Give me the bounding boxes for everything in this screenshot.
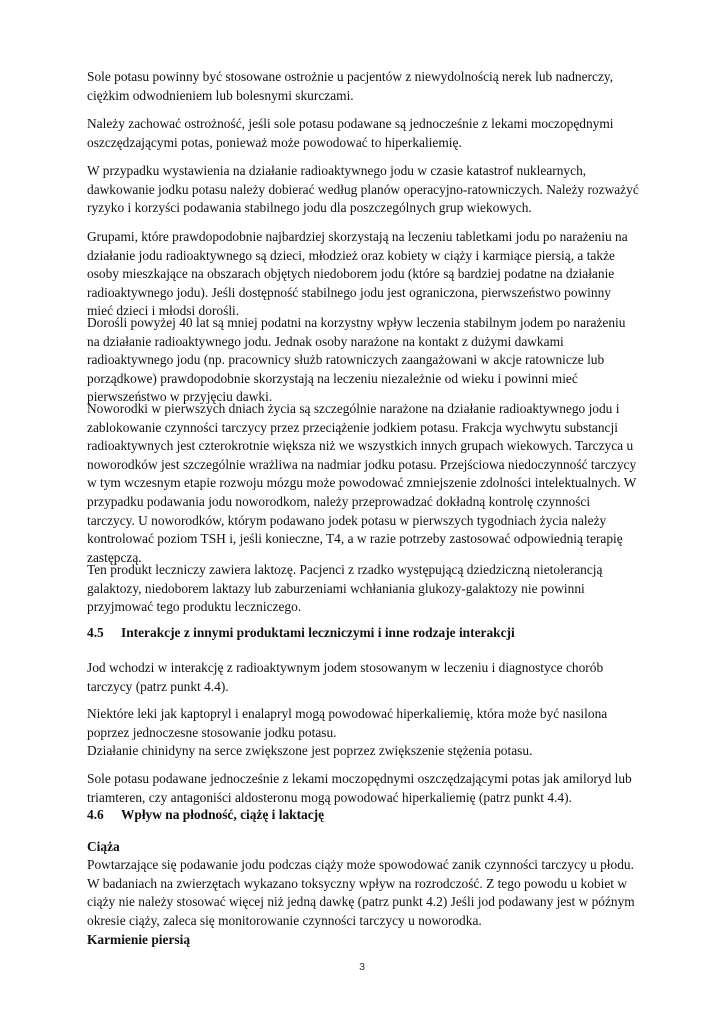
text-line: Powtarzające się podawanie jodu podczas ciąży może spowodować zanik czynności tarczycy u płodu. [87, 857, 634, 872]
paragraph-lactose [87, 561, 707, 617]
text-line: kontrolować poziom TSH i, jeśli konieczne, T4, a w razie potrzeby zastosować odpowiednią terapię [87, 531, 623, 547]
text-line: W przypadku wystawienia na działanie radioaktywnego jodu w czasie katastrof nuklearnych, [87, 163, 587, 178]
text-line: Niektóre leki jak kaptopryl i enalapryl mogą powodować hiperkaliemię, która może być nasilona [87, 706, 608, 721]
text-line: tarczycy (patrz punkt 4.4). [87, 678, 229, 694]
text-line: w tym wczesnym etapie rozwoju mózgu może powodować zmniejszenie zdolności intelektualnych. W [87, 475, 637, 491]
text-line: działanie jodu radioaktywnego są dzieci, młodzież oraz kobiety w ciąży i karmiące piersią, a także [87, 247, 615, 263]
text-line: mieć dzieci i młodsi dorośli. [87, 303, 240, 319]
text-line: przypadku podawania jodu noworodkom, należy przeprowadzać dokładną kontrolę czynności [87, 493, 591, 509]
paragraph-renal-caution [87, 68, 707, 105]
text-line: dawkowanie jodku potasu należy dobierać według planów operacyjno-ratowniczych. Należy rozważyć [87, 181, 639, 197]
text-line: Noworodki w pierwszych dniach życia są szczególnie narażone na działanie radioaktywnego jodu i [87, 401, 620, 416]
text-line: Działanie chinidyny na serce zwiększone jest poprzez zwiększenie stężenia potasu. [87, 743, 533, 759]
subheading-pregnancy: Ciąża [87, 839, 120, 854]
paragraph-ace-inhibitors [87, 705, 707, 761]
paragraph-pregnancy [87, 856, 707, 930]
text-line: przyjmować tego produktu leczniczego. [87, 599, 302, 615]
text-line: pierwszeństwo w przyjęciu dawki. [87, 389, 273, 405]
text-line: radioaktywnego jodu (np. pracownicy służb ratowniczych zaangażowani w akcje ratownicze lub [87, 352, 605, 368]
text-line: porządkowe) prawdopodobnie skorzystają na leczeniu niezależnie od wieku i powinni mieć [87, 370, 578, 386]
text-line: W badaniach na zwierzętach wykazano toksyczny wpływ na rozrodczość. Z tego powodu u kobiet w [87, 875, 628, 891]
text-line: oszczędzającymi potas, ponieważ może powodować to hiperkaliemię. [87, 134, 462, 150]
section-heading-4-6 [87, 806, 324, 825]
paragraph-nuclear-dosing [87, 162, 707, 218]
text-line: Sole potasu podawane jednocześnie z lekami moczopędnymi oszczędzającymi potas jak amiloryd lub [87, 771, 632, 786]
paragraph-potassium-sparing [87, 770, 707, 807]
text-line: Sole potasu powinny być stosowane ostrożnie u pacjentów z niewydolnością nerek lub nadnerczy, [87, 69, 614, 84]
text-line: okresie ciąży, zaleca się monitorowanie czynności tarczycy u noworodka. [87, 912, 482, 928]
text-line: triamteren, czy antagoniści aldosteronu mogą powodować hiperkaliemię (patrz punkt 4.4). [87, 789, 572, 805]
text-line: Jod wchodzi w interakcję z radioaktywnym jodem stosowanym w leczeniu i diagnostyce chorób [87, 660, 604, 675]
section-number: 4.5 [87, 625, 104, 640]
text-line: zablokowanie czynności tarczycy przez przeciążenie jodkiem potasu. Frakcja wychwytu substancji [87, 419, 618, 435]
paragraph-priority-groups [87, 228, 707, 321]
text-line: ciąży nie należy stosować więcej niż jedną dawkę (patrz punkt 4.2) Jeśli jod podawany jest w późnym [87, 894, 635, 910]
text-line: ciężkim odwodnieniem lub bolesnymi skurczami. [87, 87, 354, 103]
section-title: Interakcje z innymi produktami leczniczymi i inne rodzaje interakcji [121, 625, 515, 640]
text-line: Dorośli powyżej 40 lat są mniej podatni na korzystny wpływ leczenia stabilnym jodem po narażeniu [87, 315, 626, 330]
paragraph-newborns [87, 400, 707, 567]
paragraph-radioactive-interaction [87, 659, 707, 696]
text-line: radioaktywnych jest czterokrotnie większa niż we wszystkich innych grupach wiekowych. Tarczyca u [87, 438, 634, 454]
text-line: radioaktywnego jodu). Jeśli dostępność stabilnego jodu jest ograniczona, pierwszeństwo powinny [87, 284, 611, 300]
text-line: na działanie radioaktywnego jodu. Jednak osoby narażone na kontakt z dużymi dawkami [87, 333, 564, 349]
paragraph-diuretics-caution [87, 115, 707, 152]
section-heading-4-5 [87, 624, 515, 643]
text-line: poprzez jednoczesne stosowanie jodku potasu. [87, 724, 337, 740]
text-line: Ten produkt leczniczy zawiera laktozę. Pacjenci z rzadko występującą dziedziczną nietolerancją [87, 562, 603, 577]
text-line: zastępczą. [87, 549, 142, 565]
text-line: Należy zachować ostrożność, jeśli sole potasu podawane są jednocześnie z lekami moczopędnymi [87, 116, 614, 131]
text-line: galaktozy, niedoborem laktazy lub zaburzeniami wchłaniania glukozy-galaktozy nie powinni [87, 580, 585, 596]
subheading-breastfeeding: Karmienie piersią [87, 932, 191, 947]
page-number: 3 [359, 961, 365, 973]
text-line: tarczycy. U noworodków, którym podawano jodek potasu w pierwszych tygodniach życia należy [87, 512, 607, 528]
text-line: Grupami, które prawdopodobnie najbardziej skorzystają na leczeniu tabletkami jodu po narażeniu na [87, 229, 628, 244]
section-title: Wpływ na płodność, ciążę i laktację [121, 807, 325, 822]
text-line: ryzyko i korzyści podawania stabilnego jodu dla poszczególnych grup wiekowych. [87, 200, 532, 216]
text-line: noworodków jest szczególnie wrażliwa na nadmiar jodku potasu. Przejściowa niedoczynność tarczycy [87, 456, 637, 472]
text-line: osoby mieszkające na obszarach objętych niedoborem jodu (które są bardziej podatne na działanie [87, 266, 615, 282]
paragraph-adults-over-40 [87, 314, 707, 407]
section-number: 4.6 [87, 807, 104, 822]
